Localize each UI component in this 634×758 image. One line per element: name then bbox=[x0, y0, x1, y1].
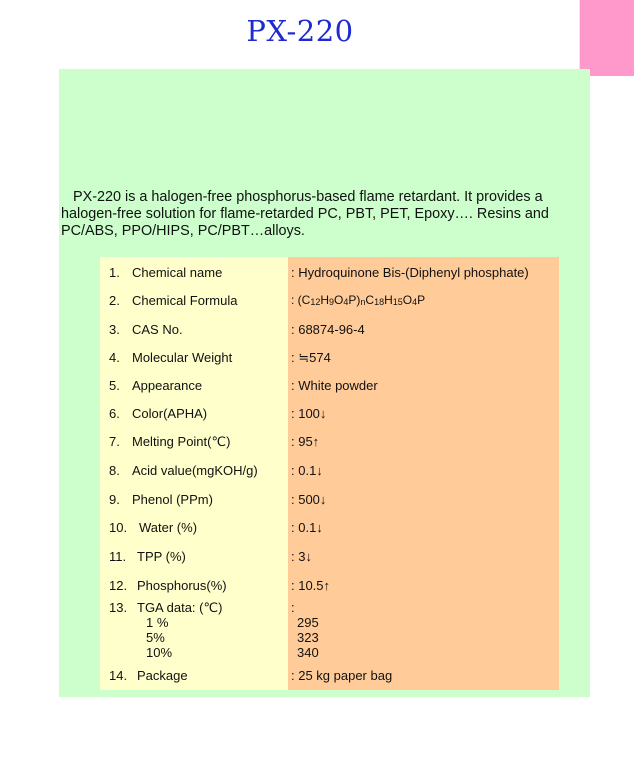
row-number: 12. bbox=[109, 578, 128, 593]
row-label: Water (%) bbox=[139, 520, 198, 535]
row-label: Acid value(mgKOH/g) bbox=[132, 463, 258, 478]
row-label: Phosphorus(%) bbox=[137, 578, 227, 593]
tga-percent: 5% bbox=[146, 630, 165, 645]
row-label: Color(APHA) bbox=[132, 406, 208, 421]
row-number: 7. bbox=[109, 434, 120, 449]
row-number: 11. bbox=[109, 549, 127, 564]
row-number: 10. bbox=[109, 520, 128, 535]
row-label: TPP (%) bbox=[137, 549, 186, 564]
row-label: TGA data: (℃) bbox=[137, 600, 223, 615]
spec-table bbox=[100, 257, 559, 690]
row-value: : 25 kg paper bag bbox=[291, 668, 393, 683]
row-label: CAS No. bbox=[132, 322, 183, 337]
row-number: 3. bbox=[109, 322, 120, 337]
row-label: Package bbox=[137, 668, 188, 683]
formula-value: : $(C_{12}H_9O_4P)_nC_{18}H_{15}O_4P$ bbox=[291, 293, 426, 307]
content-panel bbox=[59, 69, 590, 697]
intro-paragraph bbox=[61, 189, 586, 240]
row-label: Appearance bbox=[132, 378, 203, 393]
row-label: Melting Point(℃) bbox=[132, 434, 231, 449]
row-value: : 95↑ bbox=[291, 434, 320, 449]
row-label: Chemical Formula bbox=[132, 293, 238, 308]
row-value: : 100↓ bbox=[291, 406, 327, 421]
row-number: 4. bbox=[109, 350, 120, 365]
row-number: 1. bbox=[109, 265, 120, 280]
row-label: Phenol (PPm) bbox=[132, 492, 213, 507]
tga-temperature: 295 bbox=[297, 615, 319, 630]
row-label: Molecular Weight bbox=[132, 350, 233, 365]
row-value: : 68874-96-4 bbox=[291, 322, 365, 337]
row-value: : 0.1↓ bbox=[291, 520, 323, 535]
tga-temperature: 323 bbox=[297, 630, 319, 645]
row-value: : 0.1↓ bbox=[291, 463, 323, 478]
row-value: : Hydroquinone Bis-(Diphenyl phosphate) bbox=[291, 265, 529, 280]
row-number: 14. bbox=[109, 668, 128, 683]
row-number: 6. bbox=[109, 406, 120, 421]
tga-temperature: 340 bbox=[297, 645, 319, 660]
row-value: : ≒574 bbox=[291, 350, 331, 365]
tga-percent: 1 % bbox=[146, 615, 169, 630]
row-number: 8. bbox=[109, 463, 120, 478]
row-label: Chemical name bbox=[132, 265, 223, 280]
row-number: 2. bbox=[109, 293, 120, 308]
row-number: 5. bbox=[109, 378, 120, 393]
row-value: : bbox=[291, 600, 295, 615]
row-value: : White powder bbox=[291, 378, 378, 393]
row-value: : 3↓ bbox=[291, 549, 312, 564]
row-number: 9. bbox=[109, 492, 120, 507]
tga-percent: 10% bbox=[146, 645, 173, 660]
row-number: 13. bbox=[109, 600, 128, 615]
row-value: : 10.5↑ bbox=[291, 578, 331, 593]
row-value: : 500↓ bbox=[291, 492, 327, 507]
intro-text: PX-220 is a halogen-free phosphorus-based flame retardant. It provides a halogen-free solution for flame-retarded PC, PBT, PET, Epoxy…. Resins and PC/ABS, PPO/HIPS, PC/PBT…alloys. bbox=[61, 189, 549, 239]
page-title: PX-220 bbox=[246, 14, 354, 48]
